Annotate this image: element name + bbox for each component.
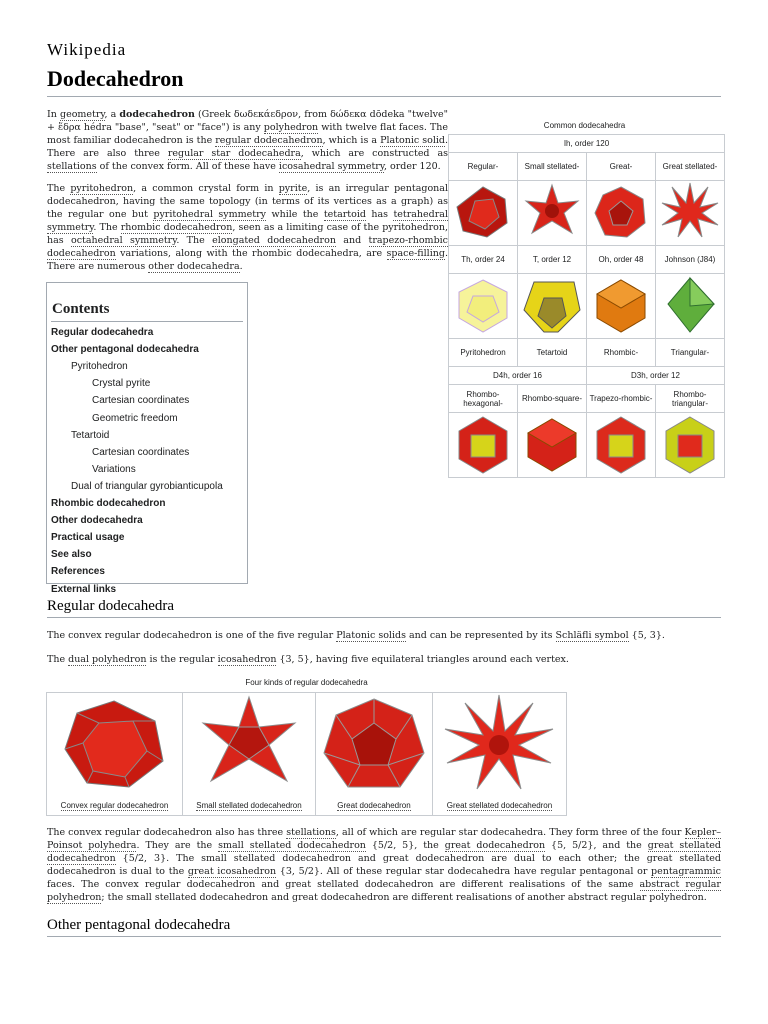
inline-link[interactable]: elongated dodecahedron <box>212 235 336 246</box>
infobox-label[interactable]: Pyritohedron <box>449 339 518 367</box>
trapezo-rhombic-thumb[interactable] <box>587 413 656 478</box>
text-run: , a <box>104 109 120 120</box>
intro-paragraph-1 <box>47 108 448 173</box>
text-run: and can be represented by its <box>405 630 556 641</box>
text-run: . The <box>93 222 121 233</box>
pyritohedron-thumb[interactable] <box>449 274 518 339</box>
inline-link[interactable]: geometry <box>59 109 105 120</box>
inline-link[interactable]: great stellated dodecahedron <box>47 840 721 864</box>
inline-link[interactable]: icosahedron <box>217 654 277 665</box>
polyhedron-image <box>449 413 517 475</box>
inline-link[interactable]: great dodecahedron <box>444 840 546 851</box>
infobox-label[interactable]: Rhombo-square- <box>518 385 587 413</box>
toc-item[interactable]: Other pentagonal dodecahedra <box>51 344 199 356</box>
gallery-item[interactable] <box>433 693 566 815</box>
text-run: {3, 5}, having five equilateral triangles around each vertex. <box>276 654 569 665</box>
great-stellated-dodecahedron-image <box>433 693 566 793</box>
section-heading-regular: Regular dodecahedra <box>47 598 175 614</box>
wikipedia-wordmark[interactable]: Wikipedia <box>47 40 127 59</box>
regular-dodecahedron-thumb[interactable] <box>449 181 518 246</box>
gallery-item[interactable] <box>183 693 316 815</box>
infobox-symmetry-label[interactable]: T, order 12 <box>518 246 587 274</box>
text-run: is the regular <box>146 654 218 665</box>
tetartoid-thumb[interactable] <box>518 274 587 339</box>
bold-term: dodecahedron <box>119 109 195 120</box>
great-dodecahedron-image <box>316 693 432 793</box>
text-run: {5, 5/2}, and the <box>545 840 648 851</box>
text-run: variations, along with the rhombic dodecahedra, are <box>115 248 387 259</box>
section-divider <box>47 936 721 937</box>
inline-link[interactable]: pyritohedral symmetry <box>153 209 267 220</box>
inline-link[interactable]: other dodecahedra <box>148 261 240 272</box>
toc-item[interactable]: Practical usage <box>51 532 125 544</box>
inline-link[interactable]: tetrahedral symmetry <box>47 209 448 233</box>
infobox-symmetry-label[interactable]: Oh, order 48 <box>587 246 656 274</box>
inline-link[interactable]: icosahedral symmetry <box>278 161 384 172</box>
text-run: , a common crystal form in <box>133 183 279 194</box>
polyhedron-image <box>587 274 655 336</box>
infobox-ih-header: Ih, order 120 <box>449 135 725 153</box>
gallery-label[interactable]: Great dodecahedron <box>337 801 411 810</box>
text-run: The <box>47 183 71 194</box>
text-run: {3, 5/2}. All of these regular star dodecahedra have regular pentagonal or <box>276 866 652 877</box>
inline-link[interactable]: stellations <box>47 161 97 172</box>
infobox-label[interactable]: Triangular- <box>656 339 725 367</box>
polyhedron-image <box>518 413 586 475</box>
text-run: . The <box>176 235 213 246</box>
infobox-table <box>448 134 725 478</box>
inline-link[interactable]: great icosahedron <box>187 866 277 877</box>
infobox-symmetry-label[interactable]: Th, order 24 <box>449 246 518 274</box>
toc-item[interactable]: References <box>51 566 105 578</box>
inline-link[interactable]: trapezo-rhombic dodecahedron <box>47 235 449 259</box>
regular-paragraph-3 <box>47 826 721 904</box>
rhombo-hexagonal-thumb[interactable] <box>449 413 518 478</box>
page-title: Dodecahedron <box>47 66 184 91</box>
text-run: {5, 3}. <box>628 630 665 641</box>
gallery-caption: Four kinds of regular dodecahedra <box>245 678 368 687</box>
inline-link[interactable]: Schläfli symbol <box>555 630 629 641</box>
text-run: {5/2, 5}, the <box>365 840 445 851</box>
infobox-label[interactable]: Great stellated- <box>656 153 725 181</box>
polyhedron-image <box>656 181 724 243</box>
small-stellated-dodecahedron-image <box>183 693 315 793</box>
text-run: . They are the <box>136 840 219 851</box>
inline-link[interactable]: dual polyhedron <box>68 654 147 665</box>
inline-link[interactable]: octahedral symmetry <box>71 235 177 246</box>
text-run: {5/2, 3}. The small stellated dodecahedron and great dodecahedron are dual to each other; the great stellated dodecahedron is dual to the <box>47 853 721 877</box>
section-heading-other: Other pentagonal dodecahedra <box>47 917 231 933</box>
title-divider <box>47 96 721 97</box>
infobox-label[interactable]: Rhombo-hexagonal- <box>449 385 518 413</box>
text-run: The convex regular dodecahedron is one of the five regular <box>47 630 337 641</box>
toc-title: Contents <box>52 301 110 317</box>
toc-item[interactable]: External links <box>51 583 117 595</box>
inline-link[interactable]: regular star dodecahedra <box>167 148 301 159</box>
inline-link[interactable]: space-filling <box>386 248 445 259</box>
text-run: The convex regular dodecahedron also has three <box>47 827 287 838</box>
text-run: . There are also three <box>47 135 449 159</box>
text-run: , all of which are regular star dodecahedra. They form three of the four <box>335 827 685 838</box>
infobox-label[interactable]: Great- <box>587 153 656 181</box>
infobox-d4h-header: D4h, order 16 <box>449 367 587 385</box>
toc-item[interactable]: Crystal pyrite <box>92 378 151 390</box>
toc-item[interactable]: Regular dodecahedra <box>51 327 154 338</box>
regular-paragraph-1 <box>47 629 721 642</box>
convex-dodecahedron-image <box>47 693 182 793</box>
polyhedron-image <box>449 181 517 243</box>
inline-link[interactable]: pyrite <box>278 183 308 194</box>
text-run: , seen as a limiting case of the pyritohedron, has <box>47 222 448 246</box>
infobox-symmetry-label[interactable]: Johnson (J84) <box>656 246 725 274</box>
small-stellated-thumb[interactable] <box>518 181 587 246</box>
infobox-label[interactable]: Tetartoid <box>518 339 587 367</box>
toc-item[interactable]: Variations <box>92 463 136 475</box>
polyhedron-image <box>518 181 586 243</box>
infobox-label[interactable]: Rhombo-triangular- <box>656 385 725 413</box>
toc-item[interactable]: See also <box>51 549 92 561</box>
gallery-label[interactable]: Small stellated dodecahedron <box>196 801 302 810</box>
infobox-caption: Common dodecahedra <box>543 121 626 130</box>
rhombo-triangular-thumb[interactable] <box>656 413 725 478</box>
intro-paragraph-2 <box>47 182 448 273</box>
text-run: of the convex form. All of these have <box>96 161 279 172</box>
gallery-label[interactable]: Convex regular dodecahedron <box>60 801 169 810</box>
text-run: has <box>365 209 394 220</box>
inline-link[interactable]: Platonic solid <box>380 135 445 146</box>
inline-link[interactable]: stellations <box>286 827 336 838</box>
infobox-common-dodecahedra <box>448 120 721 478</box>
text-run: , order 120. <box>383 161 441 172</box>
rhombo-square-thumb[interactable] <box>518 413 587 478</box>
inline-link[interactable]: pyritohedron <box>70 183 134 194</box>
inline-link[interactable]: regular dodecahedron <box>215 135 323 146</box>
great-stellated-thumb[interactable] <box>656 181 725 246</box>
polyhedron-image <box>449 274 517 336</box>
rhombic-dodecahedron-thumb[interactable] <box>587 274 656 339</box>
polyhedron-image <box>587 413 655 475</box>
great-dodecahedron-thumb[interactable] <box>587 181 656 246</box>
inline-link[interactable]: tetartoid <box>323 209 366 220</box>
inline-link[interactable]: small stellated dodecahedron <box>218 840 366 851</box>
table-of-contents <box>46 282 248 595</box>
toc-item[interactable]: Dual of triangular gyrobianticupola <box>71 480 223 492</box>
inline-link[interactable]: polyhedron <box>263 122 319 133</box>
toc-divider <box>51 321 243 322</box>
gallery-item[interactable] <box>47 693 183 815</box>
infobox-d3h-header: D3h, order 12 <box>587 367 725 385</box>
toc-item[interactable]: Other dodecahedra <box>51 515 143 527</box>
polyhedron-image <box>518 274 586 336</box>
polyhedron-image <box>656 274 724 336</box>
toc-item[interactable]: Geometric freedom <box>92 412 178 424</box>
polyhedron-image <box>587 181 655 243</box>
gallery-label[interactable]: Great stellated dodecahedron <box>446 801 553 810</box>
inline-link[interactable]: pentagrammic <box>651 866 721 877</box>
infobox-label[interactable]: Small stellated- <box>518 153 587 181</box>
toc-item[interactable]: Cartesian coordinates <box>92 395 190 407</box>
toc-item[interactable]: Tetartoid <box>71 429 110 441</box>
regular-dodecahedra-gallery <box>46 678 567 816</box>
infobox-label[interactable]: Rhombic- <box>587 339 656 367</box>
gallery-item[interactable] <box>316 693 433 815</box>
text-run: , which are constructed as <box>300 148 448 159</box>
toc-item[interactable]: Cartesian coordinates <box>92 446 190 458</box>
triangular-dodecahedron-thumb[interactable] <box>656 274 725 339</box>
text-run: . <box>239 261 243 272</box>
text-run: with twelve flat faces. The most familiar dodecahedron is the <box>47 122 448 146</box>
text-run: ; the small stellated dodecahedron and great dodecahedron are different realisations of another abstract regular polyhedron. <box>101 892 707 903</box>
inline-link[interactable]: rhombic dodecahedron <box>120 222 233 233</box>
inline-link[interactable]: Kepler–Poinsot polyhedra <box>47 827 721 851</box>
text-run: . There are numerous <box>47 248 448 272</box>
polyhedron-image <box>656 413 724 475</box>
section-divider <box>47 617 721 618</box>
inline-link[interactable]: abstract regular polyhedron <box>47 879 721 903</box>
text-run: , which is a <box>322 135 381 146</box>
text-run: In <box>47 109 60 120</box>
text-run: and <box>335 235 369 246</box>
text-run: faces. The convex regular dodecahedron and great stellated dodecahedron are different realisations of the same <box>47 879 640 890</box>
text-run: (Greek δωδεκάεδρον, from δώδεκα dōdeka "twelve" + ἕδρα hédra "base", "seat" or "face") is any <box>47 109 448 133</box>
text-run: while the <box>266 209 324 220</box>
toc-item[interactable]: Pyritohedron <box>71 361 128 373</box>
text-run: , is an irregular pentagonal dodecahedron, having the same topology (in terms of its vertices as a graph) as the regular one but <box>47 183 448 220</box>
toc-item[interactable]: Rhombic dodecahedron <box>51 498 166 509</box>
inline-link[interactable]: Platonic solids <box>336 630 406 641</box>
infobox-label[interactable]: Regular- <box>449 153 518 181</box>
text-run: The <box>47 654 69 665</box>
infobox-label[interactable]: Trapezo-rhombic- <box>587 385 656 413</box>
regular-paragraph-2 <box>47 653 721 666</box>
